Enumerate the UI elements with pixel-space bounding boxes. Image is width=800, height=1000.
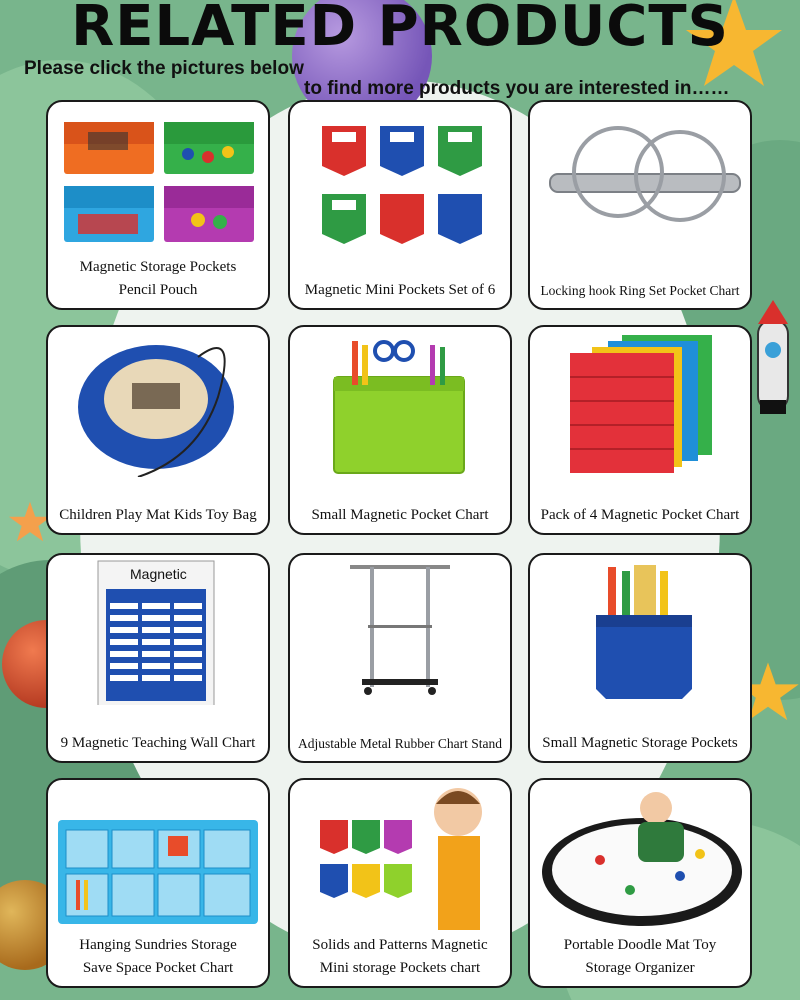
teaching-wall-chart-image [48,555,268,705]
product-card-solids-and-patterns-pockets[interactable] [288,778,512,988]
doodle-mat-image [530,780,750,930]
chart-heading: Magnetic [130,566,187,582]
product-label: Magnetic Mini Pockets Set of 6 [304,282,496,298]
green-pocket-chart-image [290,327,510,477]
page-title: RELATED PRODUCTS [71,0,729,59]
hook-rings-image [530,102,750,252]
patterned-pockets-image [290,780,510,930]
rocket-icon [746,300,800,430]
product-card-children-play-mat[interactable] [46,325,270,535]
product-card-teaching-wall-chart[interactable] [46,553,270,763]
subtitle-line-2: to find more products you are interested in…… [304,78,730,99]
product-label: Adjustable Metal Rubber Chart Stand [298,736,502,751]
play-mat-bag-image [48,327,268,477]
product-card-pack-of-4-pocket-chart[interactable] [528,325,752,535]
product-card-magnetic-storage-pockets[interactable] [46,100,270,310]
pencil-pouches-image [48,102,268,252]
product-card-small-storage-pockets[interactable] [528,553,752,763]
product-label: Magnetic Storage Pockets Pencil Pouch [79,259,237,298]
product-card-chart-stand[interactable] [288,553,512,763]
hanging-sundries-image [48,780,268,930]
subtitle-line-1: Please click the pictures below [24,58,304,79]
header [0,0,800,100]
product-label: Children Play Mat Kids Toy Bag [59,507,257,523]
product-label: 9 Magnetic Teaching Wall Chart [60,735,256,751]
blue-storage-pocket-image [530,555,750,705]
product-card-locking-hook-ring-set[interactable] [528,100,752,310]
product-card-small-magnetic-pocket-chart[interactable] [288,325,512,535]
product-label: Small Magnetic Storage Pockets [542,735,738,751]
product-label: Small Magnetic Pocket Chart [311,507,489,523]
product-label: Pack of 4 Magnetic Pocket Chart [540,507,740,523]
product-label: Portable Doodle Mat Toy Storage Organizer [563,937,717,976]
four-pocket-charts-image [530,327,750,477]
product-card-magnetic-mini-pockets[interactable] [288,100,512,310]
product-card-portable-doodle-mat[interactable] [528,778,752,988]
product-label: Hanging Sundries Storage Save Space Pocket Chart [79,937,237,976]
product-label: Solids and Patterns Magnetic Mini storage Pockets chart [312,937,488,976]
chart-stand-image [290,555,510,705]
mini-pockets-image [290,102,510,252]
product-card-hanging-sundries-storage[interactable] [46,778,270,988]
product-label: Locking hook Ring Set Pocket Chart [540,283,740,298]
